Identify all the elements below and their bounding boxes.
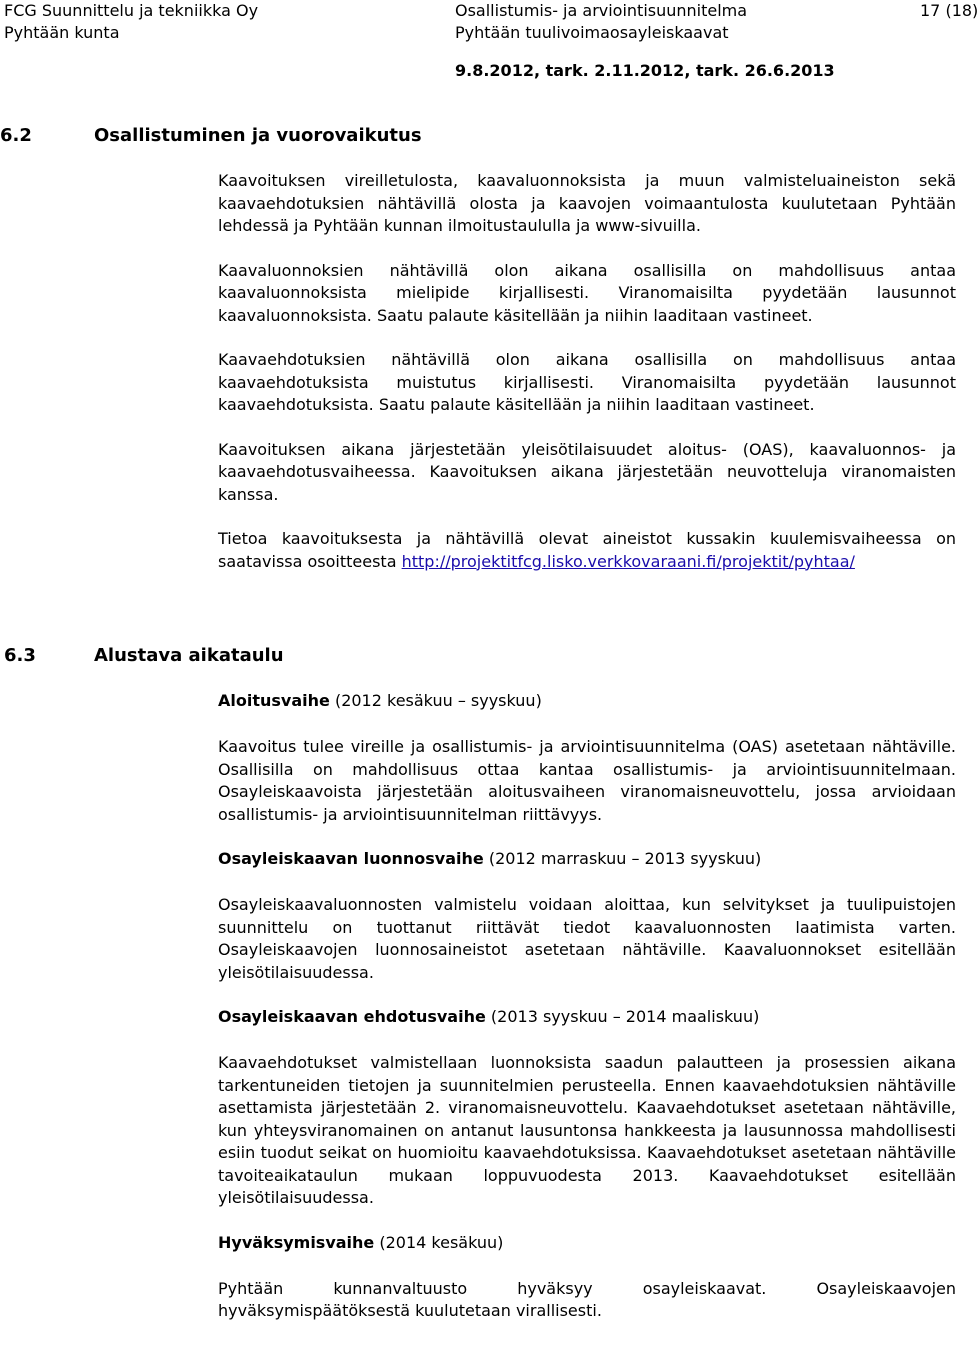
section-title: Osallistuminen ja vuorovaikutus: [94, 125, 422, 146]
phase-text: Kaavoitus tulee vireille ja osallistumis- ja arviointisuunnitelma (OAS) asetetaan nähtäville. Osallisilla on mahdollisuus ottaa kantaa osallistumis- ja arviointisuunnitelmaan. Osayleiskaavoista järjestetään aloitusvaiheen viranomaisneuvottelu, jossa arvioidaan osallistumis- ja arviointisuunnitelman riittävyys.: [218, 737, 956, 824]
header-doc-subtitle: Pyhtään tuulivoimaosayleiskaavat: [455, 23, 729, 42]
section-6-3-body: [218, 690, 956, 1323]
phase-title: [218, 1006, 956, 1028]
phase-text: Osayleiskaavaluonnosten valmistelu voidaan aloittaa, kun selvitykset ja tuulipuistojen suunnittelu on tuottanut riittävät tiedot kaavaluonnosten laatimista varten. Osayleiskaavojen luonnosaineistot asetetaan nähtäville. Kaavaluonnokset esitellään yleisötilaisuudessa.: [218, 895, 956, 982]
info-paragraph: [218, 528, 956, 573]
section-heading-6-2: [0, 125, 422, 147]
section-number: 6.3: [4, 645, 36, 666]
phase-title: [218, 1232, 956, 1254]
phase-text: Kaavaehdotukset valmistellaan luonnoksista saadun palautteen ja prosessien aikana tarkentuneiden tietojen ja suunnitelmien perusteella. Ennen kaavaehdotuksien nähtäville asettamista järjestetään 2. viranomaisneuvottelu. Kaavaehdotukset asetetaan nähtäville, kun yhteysviranomainen on antanut lausuntonsa hankkeesta ja lausunnossa mahdollisesti esiin tuodut seikat on huomioitu kaavaehdotuksissa. Kaavaehdotukset asetetaan nähtäville tavoiteaikataulun mukaan loppuvuodesta 2013. Kaavaehdotukset esitellään yleisötilaisuudessa.: [218, 1053, 956, 1207]
paragraph: Kaavoituksen vireilletulosta, kaavaluonnoksista ja muun valmisteluaineiston sekä kaavaehdotuksien nähtävillä olosta ja kaavojen voimaantulosta kuulutetaan Pyhtään lehdessä ja Pyhtään kunnan ilmoitustaululla ja www-sivuilla.: [218, 171, 956, 235]
phase-name: Osayleiskaavan luonnosvaihe: [218, 849, 484, 868]
phase-period: (2014 kesäkuu): [379, 1232, 504, 1252]
paragraph: Kaavoituksen aikana järjestetään yleisötilaisuudet aloitus- (OAS), kaavaluonnos- ja kaavaehdotusvaiheessa. Kaavoituksen aikana järjestetään neuvotteluja viranomaisten kanssa.: [218, 439, 956, 504]
project-link[interactable]: http://projektitfcg.lisko.verkkovaraani.fi/projektit/pyhtaa/: [401, 551, 855, 571]
phase-title: [218, 690, 956, 712]
phase-period: (2012 marraskuu – 2013 syyskuu): [488, 849, 762, 868]
section-number: 6.2: [0, 125, 32, 146]
phase-name: Aloitusvaihe: [218, 691, 330, 710]
header-left: [4, 0, 258, 44]
paragraph: Kaavaehdotuksien nähtävillä olon aikana osallisilla on mahdollisuus antaa kaavaehdotuksista muistutus kirjallisesti. Viranomaisilta pyydetään lausunnot kaavaehdotuksista. Saatu palaute käsitellään ja niihin laaditaan vastineet.: [218, 350, 956, 414]
header-doc-title: Osallistumis- ja arviointisuunnitelma: [455, 1, 748, 20]
phase-name: Hyväksymisvaihe: [218, 1232, 375, 1252]
phase-period: (2013 syyskuu – 2014 maaliskuu): [490, 1007, 760, 1026]
section-title: Alustava aikataulu: [94, 645, 284, 666]
info-text: Tietoa kaavoituksesta ja nähtävillä olevat aineistot kussakin kuulemisvaiheessa on saatavissa osoitteesta: [218, 529, 956, 571]
header-middle: [455, 0, 747, 44]
header-page-number: 17 (18): [920, 1, 978, 20]
phase-text: Pyhtään kunnanvaltuusto hyväksyy osayleiskaavat. Osayleiskaavojen hyväksymispäätöksestä kuulutetaan virallisesti.: [218, 1278, 956, 1320]
header-dates: 9.8.2012, tark. 2.11.2012, tark. 26.6.2013: [455, 61, 835, 80]
phase-period: (2012 kesäkuu – syyskuu): [334, 691, 542, 710]
section-6-2-body: [218, 170, 956, 573]
header-municipality: Pyhtään kunta: [4, 23, 120, 42]
paragraph: Kaavaluonnoksien nähtävillä olon aikana osallisilla on mahdollisuus antaa kaavaluonnoksista mielipide kirjallisesti. Viranomaisilta pyydetään lausunnot kaavaluonnoksista. Saatu palaute käsitellään ja niihin laaditaan vastineet.: [218, 260, 956, 325]
phase-name: Osayleiskaavan ehdotusvaihe: [218, 1007, 486, 1026]
section-heading-6-3: [4, 645, 284, 667]
header-company: FCG Suunnittelu ja tekniikka Oy: [4, 1, 259, 20]
phase-title: [218, 848, 956, 870]
